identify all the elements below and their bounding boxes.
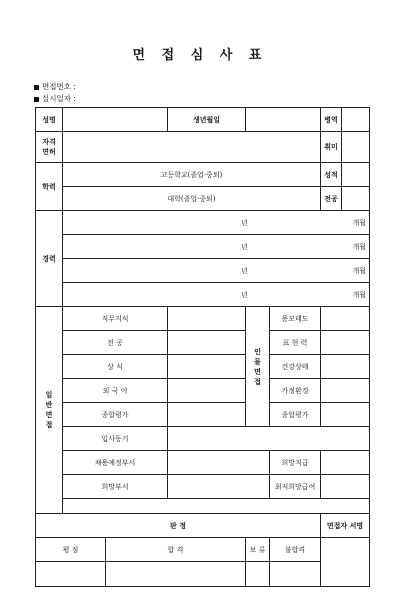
foreign-language-label: 외 국 어 [63,379,168,403]
career-row-1[interactable] [63,211,370,235]
bullet-square-icon [34,85,39,90]
career-row-2[interactable] [63,235,370,259]
major-knowledge-field[interactable] [168,331,246,355]
desired-dept-field[interactable] [168,475,270,499]
appearance-label: 용모태도 [270,307,321,331]
health-field[interactable] [321,355,370,379]
score-header: 평 점 [36,538,106,562]
personality-interview-label: 인물면접 [246,307,270,427]
major-knowledge-label: 전 공 [63,331,168,355]
grades-field[interactable] [342,163,370,187]
blank-spacer-row [63,499,370,514]
planned-dept-field[interactable] [168,451,270,475]
general-total-label: 종합평가 [63,403,168,427]
hold-header: 보 류 [246,538,270,562]
min-salary-field[interactable] [321,475,370,499]
desired-dept-label: 희망부서 [63,475,168,499]
bullet-square-icon [34,97,39,102]
family-label: 가정환경 [270,379,321,403]
desired-rank-field[interactable] [321,451,370,475]
general-total-field[interactable] [168,403,246,427]
health-label: 건강상태 [270,355,321,379]
name-field[interactable] [63,108,168,132]
motivation-label: 입사동기 [63,427,168,451]
month-label: 개월 [352,267,366,275]
college-label: 대학(졸업·중퇴) [63,187,321,211]
interview-number-label: 면접번호 : [42,82,76,91]
hobby-field[interactable] [342,132,370,163]
military-label: 병역 [321,108,342,132]
min-salary-label: 최저희망급여 [270,475,321,499]
license-label: 자격 면허 [36,132,63,163]
fail-header: 불합격 [270,538,321,562]
license-field[interactable] [63,132,321,163]
birth-label: 생년월일 [168,108,246,132]
birth-field[interactable] [246,108,321,132]
pass-header: 합 격 [106,538,246,562]
pass-field[interactable] [106,562,246,587]
general-interview-label: 일반면접 [36,307,63,514]
education-label: 학력 [36,163,63,211]
common-sense-field[interactable] [168,355,246,379]
year-label: 년 [241,267,248,275]
score-field[interactable] [36,562,106,587]
foreign-language-field[interactable] [168,379,246,403]
year-label: 년 [241,219,248,227]
common-sense-label: 상 식 [63,355,168,379]
major-field[interactable] [342,187,370,211]
career-row-3[interactable] [63,259,370,283]
month-label: 개월 [352,291,366,299]
page-title: 면 접 심 사 표 [132,48,268,63]
personality-total-field[interactable] [321,403,370,427]
hold-field[interactable] [246,562,270,587]
major-label: 전공 [321,187,342,211]
expression-label: 표 현 력 [270,331,321,355]
desired-rank-label: 희망직급 [270,451,321,475]
job-knowledge-label: 직무지식 [63,307,168,331]
family-field[interactable] [321,379,370,403]
interview-number-line [34,81,76,92]
hobby-label: 취미 [321,132,342,163]
interview-date-label: 실시일자 : [42,94,76,103]
planned-dept-label: 채용예정부서 [63,451,168,475]
appearance-field[interactable] [321,307,370,331]
personality-total-label: 종합평가 [270,403,321,427]
interview-evaluation-table [35,107,370,587]
highschool-label: 고등학교(졸업·중퇴) [63,163,321,187]
career-row-4[interactable] [63,283,370,307]
interview-date-line [34,93,76,104]
name-label: 성명 [36,108,63,132]
motivation-field[interactable] [168,427,370,451]
year-label: 년 [241,243,248,251]
expression-field[interactable] [321,331,370,355]
judgment-header: 판 정 [36,514,321,538]
signature-field[interactable] [321,538,370,587]
month-label: 개월 [352,219,366,227]
career-label: 경력 [36,211,63,307]
grades-label: 성적 [321,163,342,187]
month-label: 개월 [352,243,366,251]
signature-header: 면접자 서명 [321,514,370,538]
year-label: 년 [241,291,248,299]
military-field[interactable] [342,108,370,132]
job-knowledge-field[interactable] [168,307,246,331]
fail-field[interactable] [270,562,321,587]
